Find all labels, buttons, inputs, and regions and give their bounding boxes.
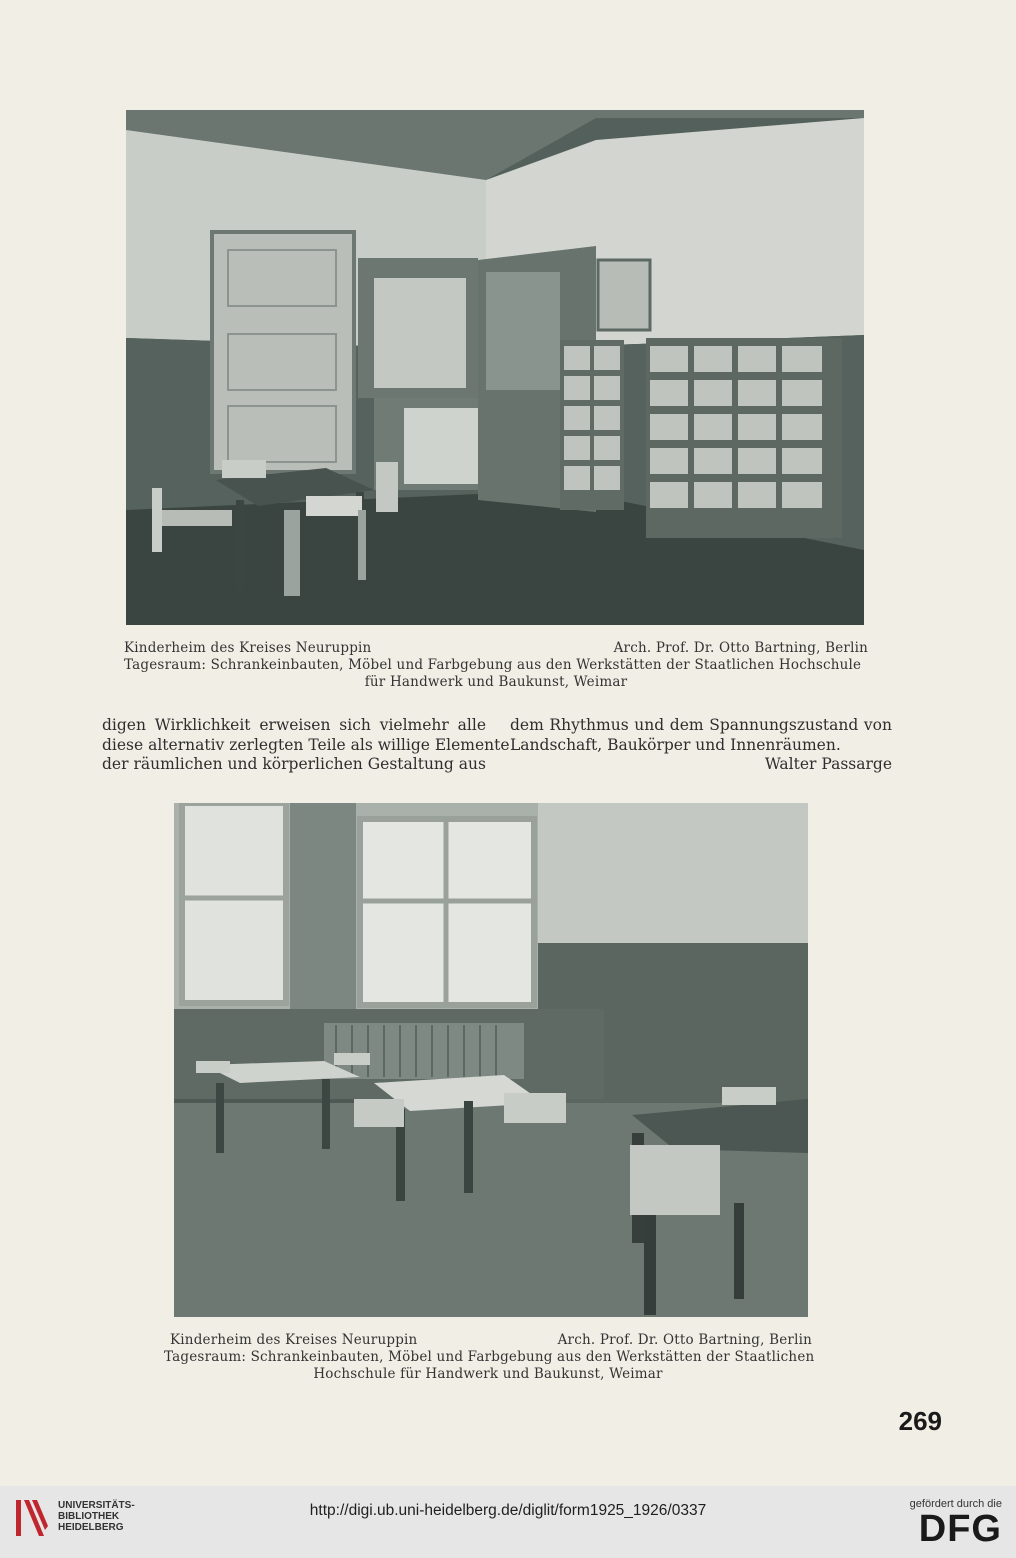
text-line: Landschaft, Baukörper und Innenräumen. [510, 735, 841, 754]
dfg-logo[interactable]: DFG [918, 1508, 1002, 1550]
caption-photo-2 [164, 1332, 815, 1383]
source-url-link[interactable]: http://digi.ub.uni-heidelberg.de/diglit/form1925_1926/0337 [309, 1502, 707, 1519]
caption-line-3: Hochschule für Handwerk und Baukunst, Weimar [313, 1366, 663, 1382]
photo-day-room-tables [174, 803, 808, 1317]
caption-photo-1 [124, 640, 868, 691]
library-name-line: UNIVERSITÄTS- [58, 1500, 135, 1511]
text-line: dem Rhythmus und dem Spannungszustand von [510, 716, 892, 734]
caption-line-2: Tagesraum: Schrankeinbauten, Möbel und Farbgebung aus den Werkstätten der Staatlichen [164, 1349, 815, 1365]
funding-label: gefördert durch die [909, 1498, 1002, 1510]
author-name: Walter Passarge [764, 755, 892, 773]
text-line: digen Wirklichkeit erweisen sich vielmehr alle [102, 716, 486, 734]
caption-architect: Arch. Prof. Dr. Otto Bartning, Berlin [557, 1332, 812, 1348]
footer-bar [0, 1486, 1016, 1558]
caption-line-3: für Handwerk und Baukunst, Weimar [364, 674, 628, 690]
body-text-right-column [510, 716, 892, 775]
caption-line-2: Tagesraum: Schrankeinbauten, Möbel und Farbgebung aus den Werkstätten der Staatlichen Hochschule [124, 657, 862, 673]
library-name-line: BIBLIOTHEK [58, 1511, 120, 1522]
library-name-line: HEIDELBERG [58, 1522, 124, 1533]
caption-architect: Arch. Prof. Dr. Otto Bartning, Berlin [613, 640, 868, 656]
caption-place: Kinderheim des Kreises Neuruppin [170, 1332, 418, 1348]
caption-place: Kinderheim des Kreises Neuruppin [124, 640, 372, 656]
body-text-left-column [102, 716, 510, 775]
text-line: diese alternativ zerlegten Teile als willige Elemente [102, 735, 510, 754]
photo-day-room-cabinets [126, 110, 864, 625]
text-line: der räumlichen und körperlichen Gestaltung aus [102, 755, 486, 773]
page-number: 269 [898, 1406, 942, 1436]
